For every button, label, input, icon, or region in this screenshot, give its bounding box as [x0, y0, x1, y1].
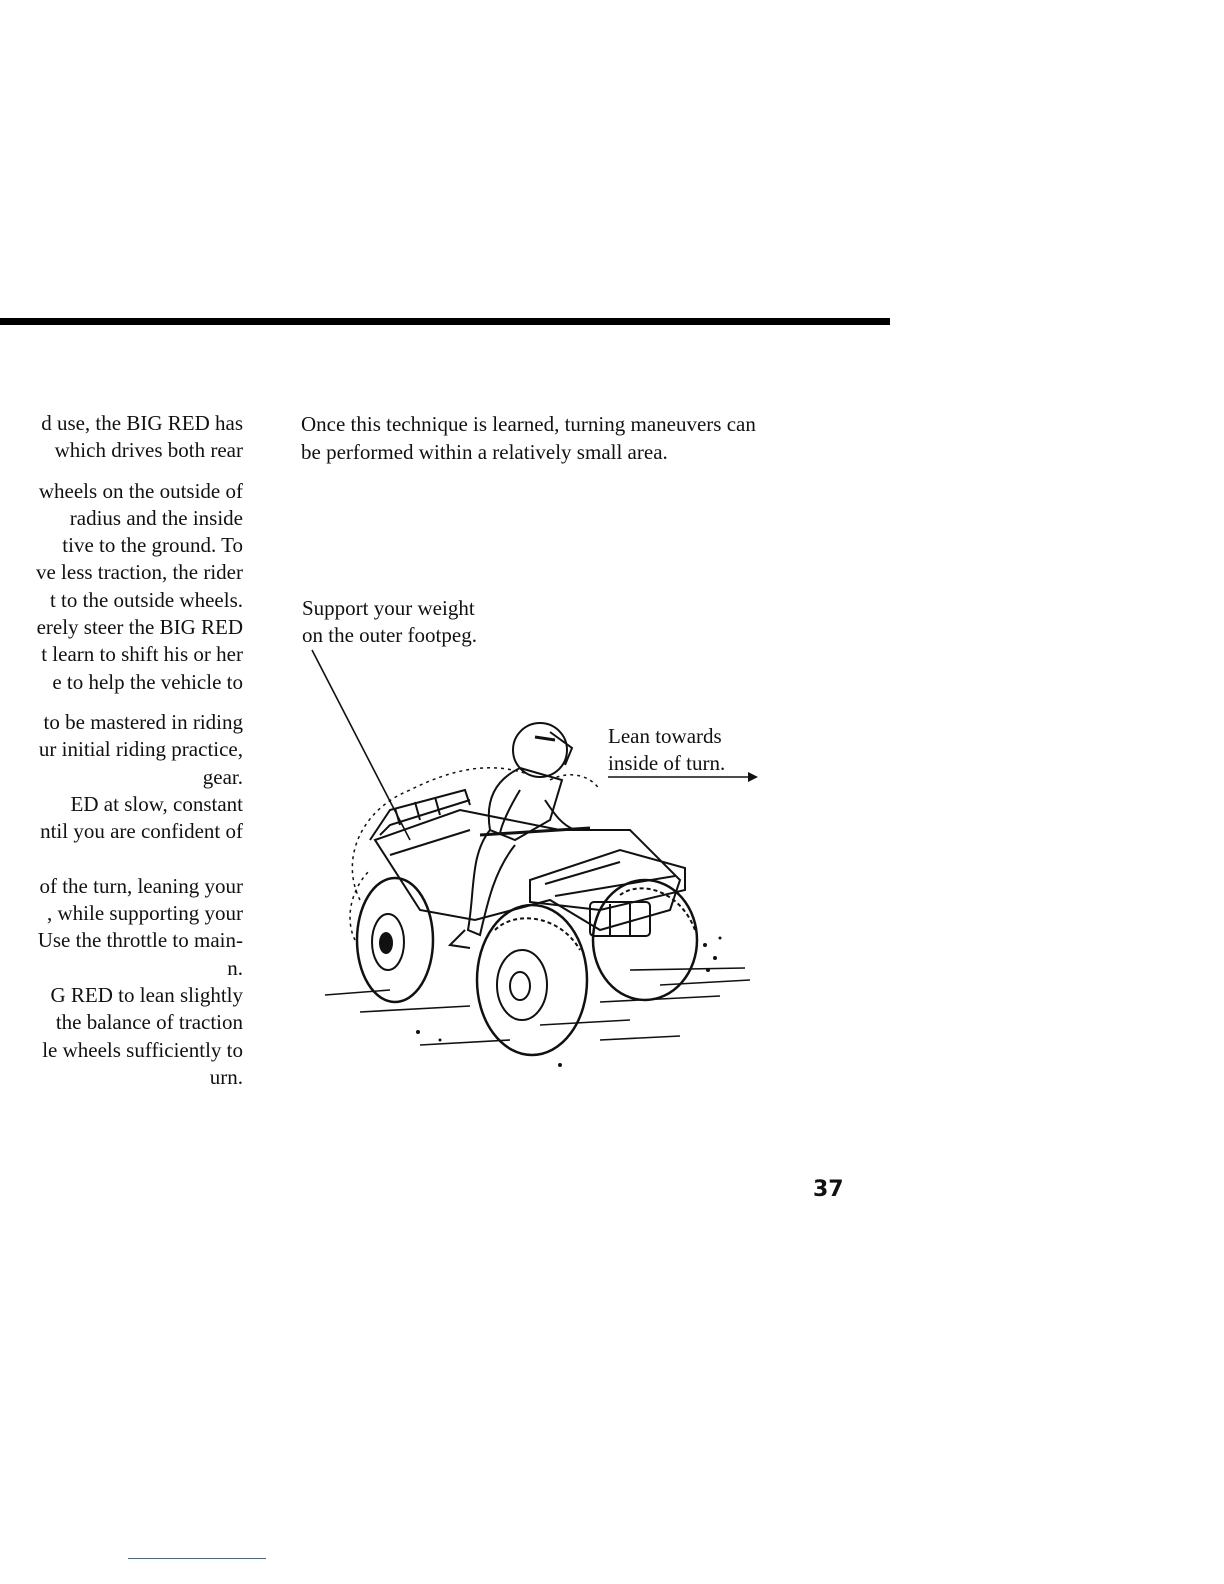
text-line: ED at slow, constant [70, 791, 243, 816]
text-line: , while supporting your [47, 901, 243, 926]
atv-rider-illustration [300, 640, 770, 1080]
ground-streaks [325, 968, 750, 1045]
text-line: urn. [209, 1064, 243, 1089]
caption-line: inside of turn. [608, 751, 726, 775]
text-line: Use the throttle to main- [37, 928, 243, 953]
left-text-column [0, 410, 243, 1091]
text-line: be performed within a relatively small area. [301, 439, 668, 464]
lean-arrow-head [748, 772, 758, 782]
atv-body [370, 790, 685, 936]
text-line: ntil you are confident of [40, 819, 243, 844]
text-line: wheels on the outside of [38, 478, 243, 503]
rear-wheel-left [357, 878, 433, 1002]
caption-line: on the outer footpeg. [302, 623, 477, 647]
text-line: gear. [202, 764, 243, 789]
text-line: t to the outside wheels. [49, 587, 243, 612]
footer-line [128, 1558, 266, 1559]
text-line: erely steer the BIG RED [36, 615, 243, 640]
text-line: the balance of traction [55, 1010, 243, 1035]
text-line [0, 845, 243, 872]
text-line: of the turn, leaning your [39, 873, 243, 898]
right-intro-paragraph [301, 411, 861, 466]
text-line: tive to the ground. To [62, 533, 243, 558]
page-number: 37 [813, 1177, 844, 1202]
header-rule [0, 318, 890, 325]
rider [450, 723, 590, 948]
text-line: d use, the BIG RED has [41, 411, 243, 435]
front-wheel-left [477, 905, 587, 1055]
text-line: e to help the vehicle to [52, 669, 243, 694]
front-wheel-right [593, 880, 697, 1000]
caption-line: Support your weight [302, 596, 475, 620]
text-line: t learn to shift his or her [41, 642, 243, 667]
text-line: ur initial riding practice, [38, 737, 243, 762]
mud-spray [416, 937, 722, 1068]
text-line: le wheels sufficiently to [42, 1037, 243, 1062]
text-line: G RED to lean slightly [50, 982, 243, 1007]
text-line: n. [227, 955, 243, 980]
text-line: radius and the inside [69, 505, 243, 530]
text-line: ve less traction, the rider [35, 560, 243, 585]
text-line: Once this technique is learned, turning maneuvers can [301, 412, 756, 436]
text-line: which drives both rear [54, 438, 243, 463]
text-line: to be mastered in riding [43, 709, 243, 734]
caption-line: Lean towards [608, 724, 722, 748]
